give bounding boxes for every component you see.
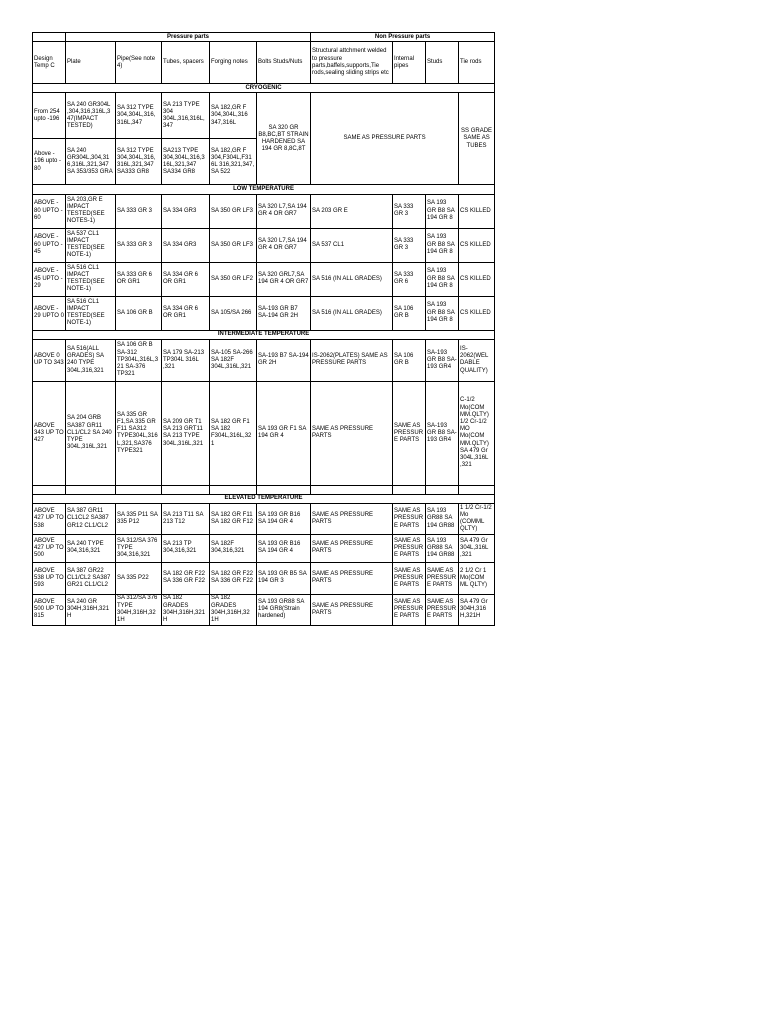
tubes-cell: SA 334 GR3 [162,228,210,262]
bolts-cell: SA 320 L7,SA 194 GR 4 OR GR7 [257,194,311,228]
studs-cell: SA 193 GR88 SA 194 GR88 [426,504,459,535]
studs-cell: SA 193 GR B8 SA 194 GR 8 [426,262,459,296]
table-row [33,262,495,296]
structural-cell: SAME AS PRESSURE PARTS [311,562,393,594]
header-tie-rods: Tie rods [459,42,495,84]
forging-cell: SA 182 GR F11 SA 182 GR F12 [210,504,257,535]
header-plate: Plate [66,42,116,84]
section-cryogenic: CRYOGENIC [33,84,495,93]
forging-cell: SA 350 GR LF3 [210,228,257,262]
group-header-row [33,33,495,42]
structural-cell: SAME AS PRESSURE PARTS [311,504,393,535]
pipe-cell: SA 335 P22 [116,562,162,594]
materials-table [32,32,495,626]
structural-cell: SAME AS PRESSURE PARTS [311,594,393,625]
tie-rods-cell: C-1/2 Mo(COM MM.QLTY) 1/2 Cr-1/2 MO Mo(COM MM.QLTY) SA 479 Gr 304L,316L ,321 [459,381,495,485]
table-row [33,381,495,485]
tubes-cell: SA 182 GR F22 SA 336 GR F22 [162,562,210,594]
section-low-temperature: LOW TEMPERATURE [33,185,495,194]
tie-rods-cell: CS KILLED [459,262,495,296]
design-temp-cell: ABOVE - 45 UPTO - 29 [33,262,66,296]
tubes-cell: SA 334 GR3 [162,194,210,228]
table-row [33,339,495,381]
pipe-cell: SA 335 P11 SA 335 P12 [116,504,162,535]
pipe-cell: SA 312 TYPE 304,304L,316, 316L,347 [116,93,162,139]
internal-pipes-cell: SA 333 GR 3 [393,228,426,262]
tie-rods-cell: 2 1/2 Cr 1 Mo(COM ML QLTY) [459,562,495,594]
header-tubes: Tubes, spacers [162,42,210,84]
plate-cell: SA 537 CL1 IMPACT TESTED(SEE NOTE-1) [66,228,116,262]
studs-cell: SA-193 GR B8 SA-193 GR4 [426,381,459,485]
pipe-cell: SA 106 GR B [116,296,162,330]
plate-cell: SA 240 GR304L ,304,316,316L,3 47(IMPACT TESTED) [66,93,116,139]
internal-pipes-cell: SAME AS PRESSURE PARTS [393,594,426,625]
tie-rods-cell: SA 479 Gr 304L,316L ,321 [459,534,495,562]
pipe-cell: SA 333 GR 3 [116,228,162,262]
bolts-cell: SA 193 GR B16 SA 194 GR 4 [257,534,311,562]
tubes-cell: SA 213 TP 304,316,321 [162,534,210,562]
header-bolts: Bolts Studs/Nuts [257,42,311,84]
tubes-cell: SA 209 GR T1 SA 213 GRT11 SA 213 TYPE 304L,316L,321 [162,381,210,485]
forging-cell: SA 350 GR LF3 [210,194,257,228]
bolts-cell: SA 320 GR B8,BC,BT STRAIN HARDENED SA 194 GR 8,8C,8T [257,93,311,185]
structural-cell: SA 516 (IN ALL GRADES) [311,296,393,330]
plate-cell: SA 516 CL1 IMPACT TESTED(SEE NOTE-1) [66,296,116,330]
tie-rods-cell: 1 1/2 Cr-1/2 Mo (COMML QLTY) [459,504,495,535]
forging-cell: SA 182,GR F 304,F304L,F31 6L 316,321,347, SA 522 [210,139,257,185]
table-row [33,594,495,625]
tubes-cell: SA 179 SA-213 TP304L 316L ,321 [162,339,210,381]
forging-cell: SA 182F 304,316,321 [210,534,257,562]
studs-cell: SA 193 GR B8 SA 194 GR 8 [426,194,459,228]
internal-pipes-cell: SA 106 GR B [393,296,426,330]
studs-cell: SA 193 GR88 SA 194 GR88 [426,534,459,562]
tie-rods-cell: SS GRADE SAME AS TUBES [459,93,495,185]
forging-cell: SA 182,GR F 304,304L,316 347,316L [210,93,257,139]
forging-cell: SA 105/SA 266 [210,296,257,330]
tie-rods-cell: IS-2062(WEL DABLE QUALITY) [459,339,495,381]
internal-pipes-cell: SAME AS PRESSURE PARTS [393,534,426,562]
bolts-cell: SA 193 GR B16 SA 194 GR 4 [257,504,311,535]
design-temp-cell: ABOVE 427 UP TO 538 [33,504,66,535]
structural-cell: SA 537 CL1 [311,228,393,262]
design-temp-cell: ABOVE 343 UP TO 427 [33,381,66,485]
tubes-cell: SA 213 TYPE 304 304L,316,316L, 347 [162,93,210,139]
table-row [33,93,495,139]
table-row [33,504,495,535]
design-temp-cell: Above - 196 upto - 80 [33,139,66,185]
internal-pipes-cell: SAME AS PRESSURE PARTS [393,562,426,594]
pipe-cell: SA 106 GR B SA-312 TP304L,316L,3 21 SA-376 TP321 [116,339,162,381]
column-header-row [33,42,495,84]
header-forging: Forging notes [210,42,257,84]
internal-pipes-cell: SA 333 GR 6 [393,262,426,296]
table-row [33,194,495,228]
structural-cell: SA 516 (IN ALL GRADES) [311,262,393,296]
forging-cell: SA 182 GR F1 SA 182 F304L,316L,32 1 [210,381,257,485]
pipe-cell: SA 312 TYPE 304,304L,316, 316L,321,347 SA333 GR8 [116,139,162,185]
plate-cell: SA 240 TYPE 304,316,321 [66,534,116,562]
design-temp-cell: ABOVE 427 UP TO 500 [33,534,66,562]
bolts-cell: SA 320 GRL7,SA 194 GR 4 OR GR7 [257,262,311,296]
pipe-cell: SA 333 GR 6 OR GR1 [116,262,162,296]
studs-cell: SAME AS PRESSURE PARTS [426,594,459,625]
plate-cell: SA 240 GR 304H,316H,321 H [66,594,116,625]
tubes-cell: SA 213 T11 SA 213 T12 [162,504,210,535]
structural-cell: SAME AS PRESSURE PARTS [311,381,393,485]
bolts-cell: SA 193 GR B5 SA 194 GR 3 [257,562,311,594]
plate-cell: SA 516 CL1 IMPACT TESTED(SEE NOTE-1) [66,262,116,296]
pipe-cell: SA 335 GR F1,SA 335 GR F11 SA312 TYPE304L,316 L,321,SA376 TYPE321 [116,381,162,485]
table-row [33,296,495,330]
design-temp-cell: ABOVE - 29 UPTO 0 [33,296,66,330]
tie-rods-cell: SA 479 Gr 304H,316 H,321H [459,594,495,625]
internal-pipes-cell: SA 106 GR B [393,339,426,381]
tubes-cell: SA213 TYPE 304,304L,316,3 16L,321,347 SA334 GR8 [162,139,210,185]
forging-cell: SA-105 SA-266 SA 182F 304L,316L,321 [210,339,257,381]
bolts-cell: SA 193 GR88 SA 194 GR8(Strain hardened) [257,594,311,625]
structural-cell: SAME AS PRESSURE PARTS [311,534,393,562]
header-internal-pipes: Internal pipes [393,42,426,84]
forging-cell: SA 182 GR F22 SA 336 GR F22 [210,562,257,594]
pressure-parts-group: Pressure parts [66,33,311,42]
studs-cell: SA 193 GR B8 SA 194 GR 8 [426,296,459,330]
plate-cell: SA 387 GR11 CL1CL2 SA387 GR12 CL1/CL2 [66,504,116,535]
internal-pipes-cell: SAME AS PRESSURE PARTS [393,504,426,535]
pipe-cell: SA 312/SA 376 TYPE 304H,316H,32 1H [116,594,162,625]
forging-cell: SA 350 GR LF2 [210,262,257,296]
tubes-cell: SA 182 GRADES 304H,316H,321 H [162,594,210,625]
section-elevated-temperature: ELEVATED TEMPERATURE [33,494,495,503]
plate-cell: SA 203,GR E IMPACT TESTED(SEE NOTES-1) [66,194,116,228]
design-temp-cell: From 254 upto -196 [33,93,66,139]
pipe-cell: SA 312/SA 376 TYPE 304,316,321 [116,534,162,562]
header-studs: Studs [426,42,459,84]
plate-cell: SA 204 GRB SA387 GR11 CL1/CL2 SA 240 TYPE 304L,316L,321 [66,381,116,485]
materials-sheet [32,32,494,626]
section-intermediate-temperature: INTERMEDIATE TEMPERATURE [33,330,495,339]
structural-cell: SA 203 GR E [311,194,393,228]
tie-rods-cell: CS KILLED [459,228,495,262]
tie-rods-cell: CS KILLED [459,194,495,228]
design-temp-cell: ABOVE - 80 UPTO - 60 [33,194,66,228]
plate-cell: SA 516(ALL GRADES) SA 240 TYPE 304L,316,321 [66,339,116,381]
internal-pipes-cell: SA 333 GR 3 [393,194,426,228]
forging-cell: SA 182 GRADES 304H,316H,32 1H [210,594,257,625]
pipe-cell: SA 333 GR 3 [116,194,162,228]
table-row [33,534,495,562]
design-temp-cell: ABOVE 0 UP TO 343 [33,339,66,381]
spacer-row [33,485,495,494]
structural-cell: IS-2062(PLATES) SAME AS PRESSURE PARTS [311,339,393,381]
studs-cell: SA-193 GR B8 SA-193 GR4 [426,339,459,381]
table-row [33,562,495,594]
plate-cell: SA 387 GR22 CL1/CL2 SA387 GR21 CL1/CL2 [66,562,116,594]
design-temp-cell: ABOVE 500 UP TO 815 [33,594,66,625]
non-pressure-parts-group: Non Pressure parts [311,33,495,42]
bolts-cell: SA-193 B7 SA-194 GR 2H [257,339,311,381]
header-structural: Structural attchment welded to pressure parts,baffels,supports,Tie rods,sealing sliding strips etc [311,42,393,84]
header-pipe: Pipe(See note 4) [116,42,162,84]
non-pressure-cell: SAME AS PRESSURE PARTS [311,93,459,185]
tie-rods-cell: CS KILLED [459,296,495,330]
tubes-cell: SA 334 GR 6 OR GR1 [162,262,210,296]
plate-cell: SA 240 GR304L,304,31 6,316L,321,347 SA 353/353 GRA [66,139,116,185]
tubes-cell: SA 334 GR 6 OR GR1 [162,296,210,330]
header-design-temp: Design Temp C [33,42,66,84]
bolts-cell: SA 193 GR F1 SA 194 GR 4 [257,381,311,485]
bolts-cell: SA 320 L7,SA 194 GR 4 OR GR7 [257,228,311,262]
bolts-cell: SA-193 GR B7 SA-194 GR 2H [257,296,311,330]
table-row [33,228,495,262]
design-temp-cell: ABOVE 538 UP TO 593 [33,562,66,594]
studs-cell: SA 193 GR B8 SA 194 GR 8 [426,228,459,262]
internal-pipes-cell: SAME AS PRESSURE PARTS [393,381,426,485]
design-temp-cell: ABOVE - 60 UPTO - 45 [33,228,66,262]
studs-cell: SAME AS PRESSURE PARTS [426,562,459,594]
